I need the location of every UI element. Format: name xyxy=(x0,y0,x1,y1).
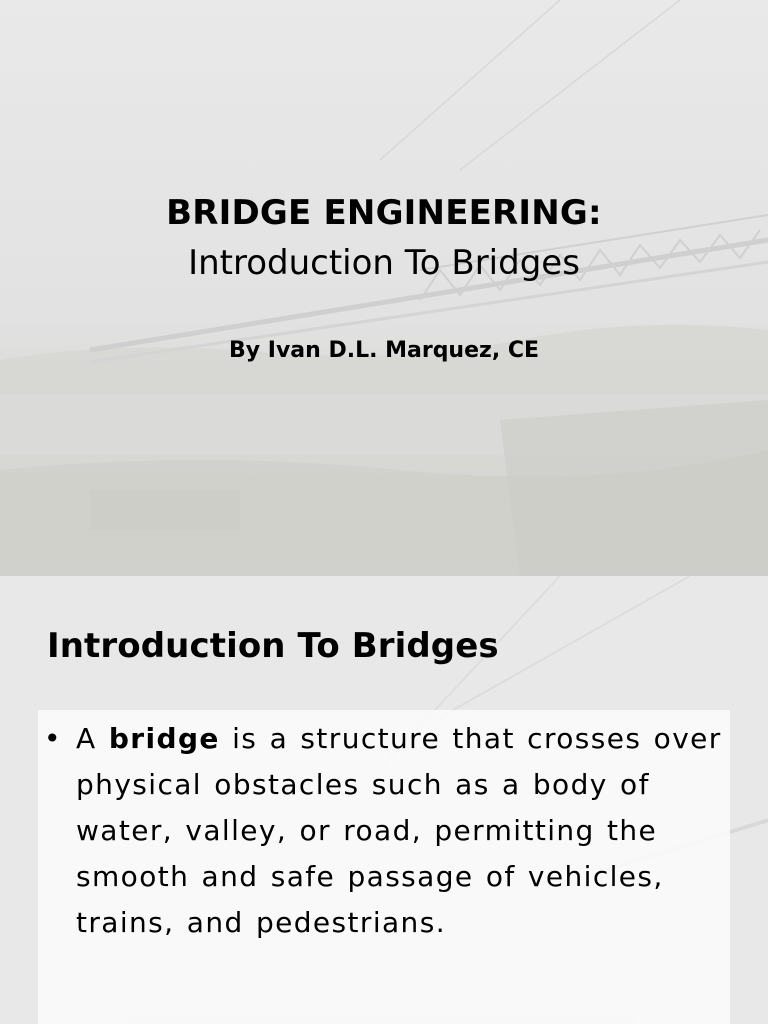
bullet-text: is a structure that crosses over physical obstacles such as a body of water, valley, or road, permitting the smooth and safe passage of vehicles, trains, and pedestrians. xyxy=(76,722,722,939)
author-line: By Ivan D.L. Marquez, CE xyxy=(228,338,540,363)
content-box xyxy=(38,710,730,1024)
introduction-slide xyxy=(0,576,768,1024)
bullet-bold-term: bridge xyxy=(108,722,220,755)
slide-subtitle: Introduction To Bridges xyxy=(188,243,580,283)
bullet-item xyxy=(44,716,746,946)
slide-title: BRIDGE ENGINEERING: xyxy=(166,193,602,233)
title-block xyxy=(0,190,768,286)
slide-heading: Introduction To Bridges xyxy=(47,626,499,666)
bullet-marker: • xyxy=(44,722,62,755)
bullet-lead-text: A xyxy=(76,722,109,755)
